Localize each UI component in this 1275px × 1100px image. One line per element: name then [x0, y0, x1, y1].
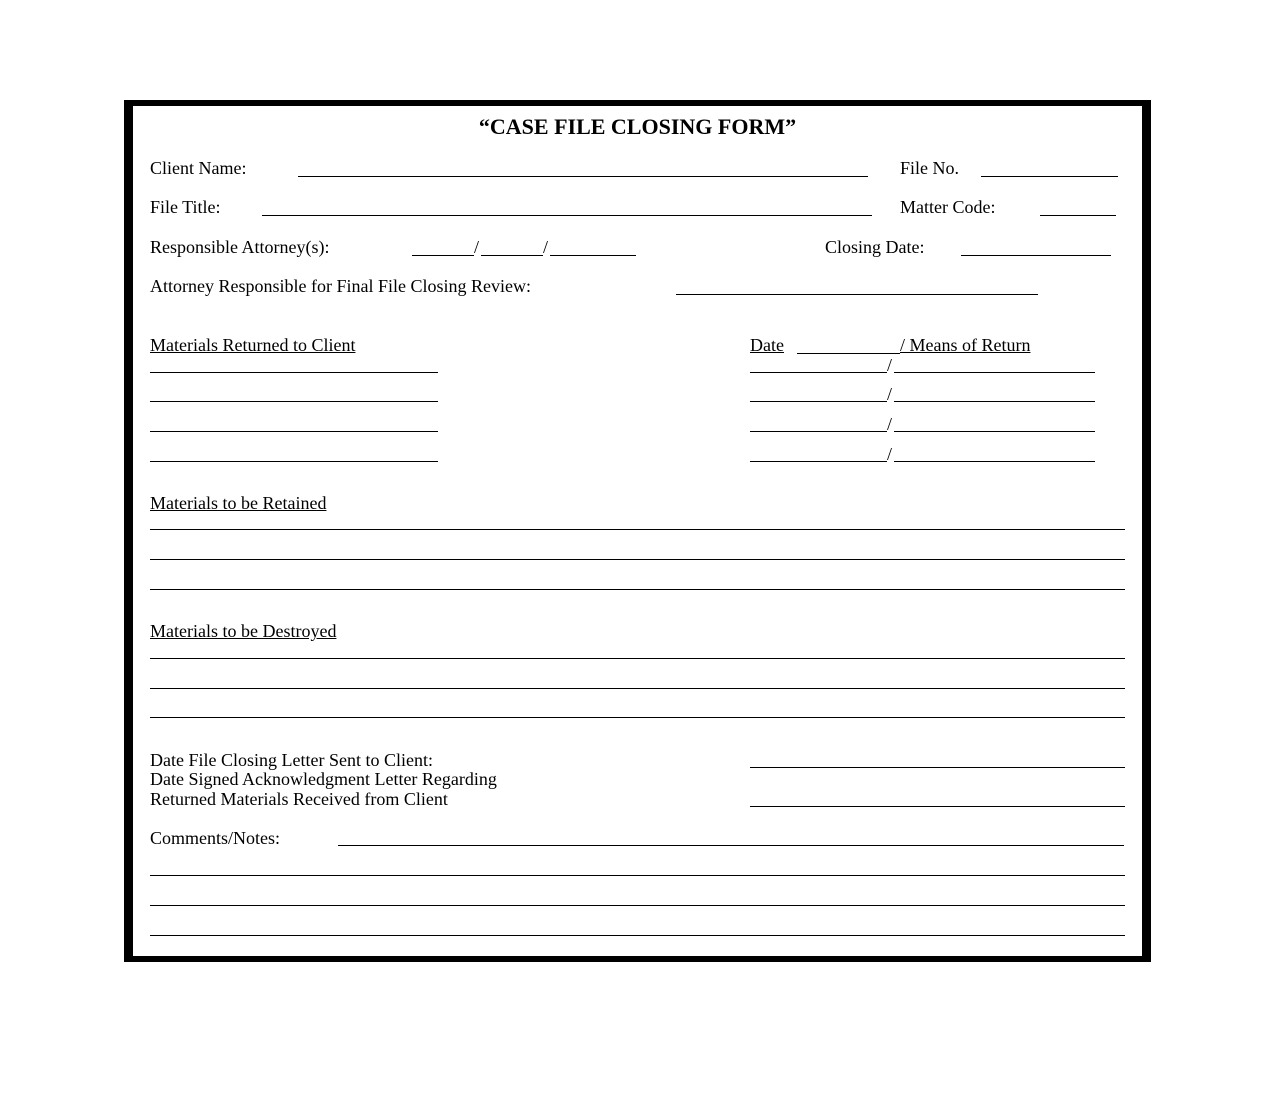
returned-item-field[interactable]	[150, 431, 438, 432]
closing-date-label: Closing Date:	[825, 237, 925, 257]
date-header-underline	[797, 353, 900, 354]
returned-item-field[interactable]	[150, 461, 438, 462]
destroyed-line[interactable]	[150, 688, 1125, 689]
returned-item-field[interactable]	[150, 372, 438, 373]
returned-means-field[interactable]	[894, 431, 1095, 432]
comments-label: Comments/Notes:	[150, 828, 280, 848]
closing-date-field[interactable]	[961, 255, 1111, 256]
destroyed-line[interactable]	[150, 658, 1125, 659]
final-review-label: Attorney Responsible for Final File Closing Review:	[150, 276, 531, 296]
materials-retained-heading: Materials to be Retained	[150, 493, 327, 513]
destroyed-line[interactable]	[150, 717, 1125, 718]
slash-separator: /	[887, 444, 893, 464]
returned-date-field[interactable]	[750, 461, 887, 462]
responsible-attorney-label: Responsible Attorney(s):	[150, 237, 330, 257]
ack-letter-date-field[interactable]	[750, 806, 1125, 807]
returned-date-field[interactable]	[750, 401, 887, 402]
returned-means-field[interactable]	[894, 401, 1095, 402]
ack-letter-label-line2: Returned Materials Received from Client	[150, 789, 448, 809]
retained-line[interactable]	[150, 559, 1125, 560]
materials-returned-heading: Materials Returned to Client	[150, 335, 356, 355]
ack-letter-label-line1: Date Signed Acknowledgment Letter Regarding	[150, 769, 497, 789]
client-name-label: Client Name:	[150, 158, 247, 178]
retained-line[interactable]	[150, 589, 1125, 590]
returned-date-header: Date	[750, 335, 784, 355]
matter-code-label: Matter Code:	[900, 197, 996, 217]
responsible-attorney-field-3[interactable]	[550, 255, 636, 256]
file-no-field[interactable]	[981, 176, 1118, 177]
closing-letter-date-field[interactable]	[750, 767, 1125, 768]
slash-separator: /	[474, 237, 480, 257]
responsible-attorney-field-1[interactable]	[412, 255, 474, 256]
comments-line[interactable]	[150, 875, 1125, 876]
returned-date-field[interactable]	[750, 431, 887, 432]
matter-code-field[interactable]	[1040, 215, 1116, 216]
file-title-label: File Title:	[150, 197, 221, 217]
slash-separator: /	[887, 384, 893, 404]
client-name-field[interactable]	[298, 176, 868, 177]
comments-line[interactable]	[150, 935, 1125, 936]
slash-separator: /	[887, 355, 893, 375]
responsible-attorney-field-2[interactable]	[481, 255, 543, 256]
returned-means-field[interactable]	[894, 372, 1095, 373]
returned-item-field[interactable]	[150, 401, 438, 402]
returned-means-header: / Means of Return	[900, 335, 1031, 355]
retained-line[interactable]	[150, 529, 1125, 530]
slash-separator: /	[887, 414, 893, 434]
slash-separator: /	[543, 237, 549, 257]
returned-means-field[interactable]	[894, 461, 1095, 462]
returned-date-field[interactable]	[750, 372, 887, 373]
file-no-label: File No.	[900, 158, 960, 178]
comments-line[interactable]	[150, 905, 1125, 906]
form-title: “CASE FILE CLOSING FORM”	[478, 114, 797, 139]
closing-letter-label: Date File Closing Letter Sent to Client:	[150, 750, 433, 770]
comments-line[interactable]	[338, 845, 1124, 846]
materials-destroyed-heading: Materials to be Destroyed	[150, 621, 337, 641]
file-title-field[interactable]	[262, 215, 872, 216]
final-review-field[interactable]	[676, 294, 1038, 295]
